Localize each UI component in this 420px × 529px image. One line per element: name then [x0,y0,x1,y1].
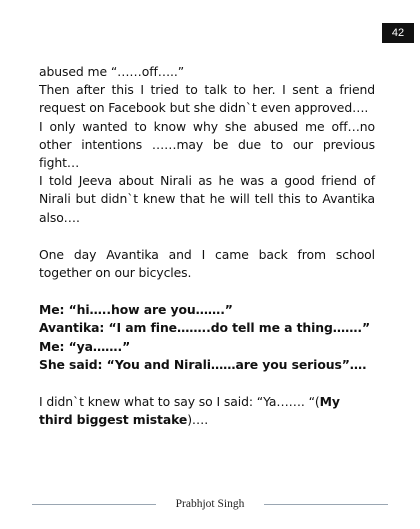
paragraph [39,393,375,429]
paragraph: I told Jeeva about Nirali as he was a good friend of Nirali but didn`t knew that he will tell this to Avantika also…. [39,173,375,225]
paragraph: Then after this I tried to talk to her. I sent a friend request on Facebook but she didn`t even approved…. [39,82,375,116]
paragraph: abused me “……off…..” [39,64,185,79]
dialogue-line: Me: “hi…..how are you…….” [39,302,233,318]
dialogue-line: She said: “You and Nirali……are you serious”…. [39,356,367,372]
emphasis-text: My third biggest mistake [39,394,340,428]
dialogue-line: Avantika: “I am fine……..do tell me a thing…….” [39,320,371,336]
paragraph-spacer [39,374,375,393]
footer-author: Prabhjot Singh [175,498,245,510]
footer-divider [264,504,388,505]
page-body [39,63,375,429]
paragraph-spacer [39,282,375,301]
paragraph-spacer [39,227,375,246]
paragraph-text: )…. [187,412,209,428]
dialogue-line: Me: “ya…….” [39,338,131,354]
footer [32,496,388,512]
paragraph: I only wanted to know why she abused me off…no other intentions ……may be due to our previous fight… [39,118,375,171]
paragraph: One day Avantika and I came back from school together on our bicycles. [39,246,375,281]
page-number: 42 [382,23,414,43]
paragraph-text: I didn`t knew what to say so I said: “Ya……. “( [39,394,320,410]
